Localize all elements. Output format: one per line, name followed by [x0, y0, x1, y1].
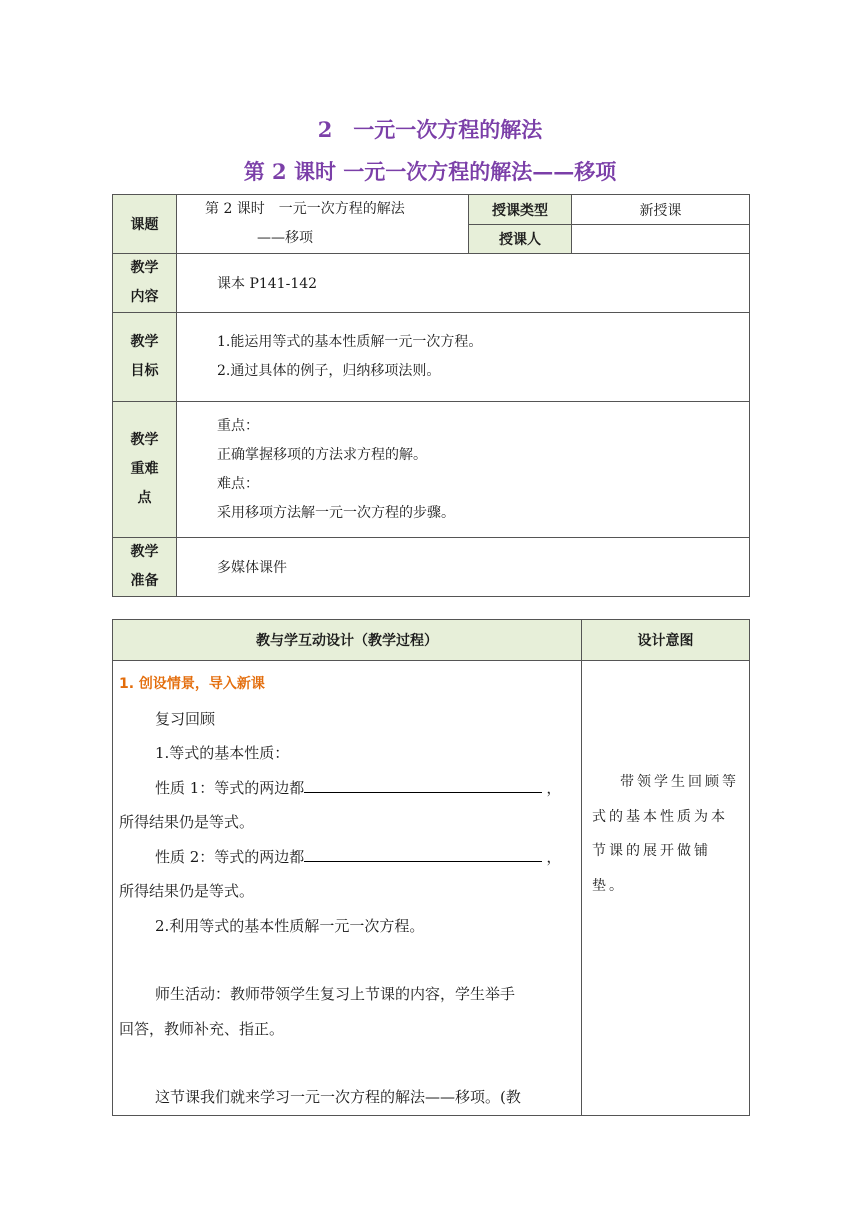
- key-label-line2: 重难: [130, 461, 159, 477]
- key-label-line1: 教学: [130, 432, 159, 448]
- intro-line: 这节课我们就来学习一元一次方程的解法——移项。(教: [155, 1088, 521, 1106]
- key-line: 正确掌握移项的方法求方程的解。: [217, 446, 427, 463]
- key-points-value: [177, 402, 750, 538]
- property-2: [119, 840, 575, 875]
- teaching-process-table: [112, 619, 750, 1116]
- property-1: [119, 771, 575, 806]
- key-label-line3: 点: [137, 490, 152, 506]
- intent-header: 设计意图: [582, 620, 750, 661]
- comma: ，: [546, 778, 562, 797]
- property-1-cont: 所得结果仍是等式。: [119, 813, 255, 831]
- property-2-text: 性质 2：等式的两边都: [155, 847, 305, 866]
- topic-value: [177, 195, 469, 254]
- prep-value: 多媒体课件: [177, 538, 750, 597]
- key-points-label: [113, 402, 177, 538]
- design-intent: [582, 661, 750, 1116]
- topic-value-line2: ——移项: [257, 230, 313, 246]
- lesson-type-label: 授课类型: [469, 195, 572, 225]
- lesson-type-value: 新授课: [572, 195, 750, 225]
- content-label: [113, 254, 177, 313]
- fill-blank: [304, 774, 542, 793]
- prep-label: [113, 538, 177, 597]
- goal-item: 1.能运用等式的基本性质解一元一次方程。: [217, 334, 483, 350]
- activity-line-2: 回答，教师补充、指正。: [119, 1019, 285, 1038]
- prep-label-line1: 教学: [130, 544, 159, 560]
- process-content: [113, 661, 582, 1116]
- topic-value-line1: 第 2 课时 一元一次方程的解法: [205, 201, 405, 217]
- design-intent-text: 带领学生回顾等式的基本性质为本节课的展开做铺垫。: [592, 774, 739, 894]
- fill-blank: [304, 843, 542, 862]
- key-line: 难点：: [217, 475, 259, 492]
- property-1-text: 性质 1：等式的两边都: [155, 778, 305, 797]
- goals-label: [113, 313, 177, 402]
- goals-label-line2: 目标: [130, 363, 159, 379]
- item-1: 1.等式的基本性质：: [155, 744, 290, 762]
- goals-label-line1: 教学: [130, 334, 159, 350]
- content-label-line1: 教学: [130, 260, 159, 276]
- item-2: 2.利用等式的基本性质解一元一次方程。: [155, 916, 425, 935]
- content-value: 课本 P141-142: [177, 254, 750, 313]
- comma: ，: [546, 847, 562, 866]
- lesson-title: 2 一元一次方程的解法: [317, 117, 543, 142]
- property-2-cont: 所得结果仍是等式。: [119, 882, 255, 900]
- section-heading: 1. 创设情景，导入新课: [119, 676, 265, 692]
- teacher-value: [572, 225, 750, 254]
- key-line: 重点：: [217, 417, 259, 434]
- prep-label-line2: 准备: [130, 573, 159, 589]
- goal-item: 2.通过具体的例子，归纳移项法则。: [217, 363, 441, 379]
- process-header: 教与学互动设计（教学过程）: [113, 620, 582, 661]
- teacher-label: 授课人: [469, 225, 572, 254]
- lesson-subtitle: 第 2 课时 一元一次方程的解法——移项: [243, 159, 617, 184]
- topic-label: 课题: [113, 195, 177, 254]
- key-line: 采用移项方法解一元一次方程的步骤。: [217, 504, 455, 521]
- review-heading: 复习回顾: [155, 709, 216, 728]
- goals-value: [177, 313, 750, 402]
- activity-line-1: 师生活动：教师带领学生复习上节课的内容，学生举手: [155, 985, 516, 1003]
- lesson-info-table: [112, 194, 750, 597]
- content-label-line2: 内容: [130, 289, 159, 305]
